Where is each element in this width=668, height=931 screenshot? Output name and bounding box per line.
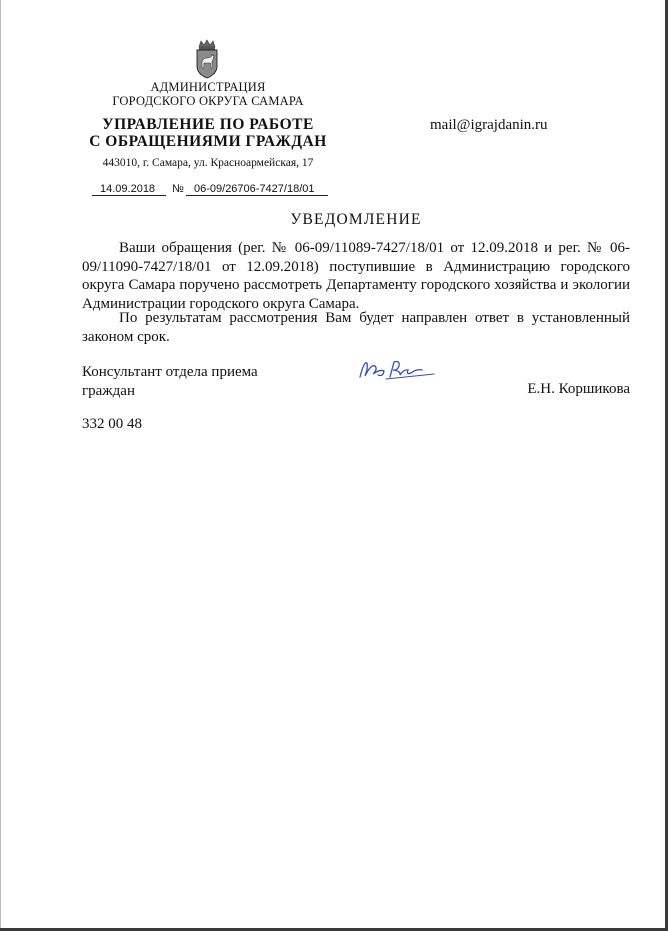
recipient-email: mail@igrajdanin.ru: [430, 117, 548, 133]
issuer-department-line1: УПРАВЛЕНИЕ ПО РАБОТЕ: [102, 116, 314, 133]
contact-phone: 332 00 48: [82, 416, 142, 432]
signatory-role-line1: Консультант отдела приема: [82, 364, 258, 380]
document-title: УВЕДОМЛЕНИЕ: [290, 211, 422, 228]
issuer-administration-line2: ГОРОДСКОГО ОКРУГА САМАРА: [112, 94, 304, 108]
signatory-role: [82, 363, 282, 401]
signatory-name: Е.Н. Коршикова: [527, 381, 630, 397]
issuer-administration-line1: АДМИНИСТРАЦИЯ: [150, 80, 266, 94]
signatory-role-line2: граждан: [82, 383, 135, 399]
registration-number: 06-09/26706-7427/18/01: [186, 183, 328, 196]
issuer-department-line2: С ОБРАЩЕНИЯМИ ГРАЖДАН: [89, 133, 327, 150]
handwritten-signature: [356, 355, 438, 385]
registration-number-sign: №: [172, 183, 184, 195]
body-paragraph-2: По результатам рассмотрения Вам будет направлен ответ в установленный законом срок.: [82, 310, 630, 345]
registration-date: 14.09.2018: [92, 183, 166, 196]
samara-coat-of-arms-icon: [191, 38, 223, 80]
issuer-address: 443010, г. Самара, ул. Красноармейская, 17: [102, 157, 314, 169]
scan-edge-left: [0, 0, 1, 931]
body-paragraph-1: Ваши обращения (рег. № 06-09/11089-7427/18/01 от 12.09.2018 и рег. № 06-09/11090-7427/18/01 от 12.09.2018) поступившие в Администрацию городского округа Самара поручено рассмотреть Департаменту городского хозяйства и экологии Администрации городского округа Самара.: [82, 240, 630, 312]
